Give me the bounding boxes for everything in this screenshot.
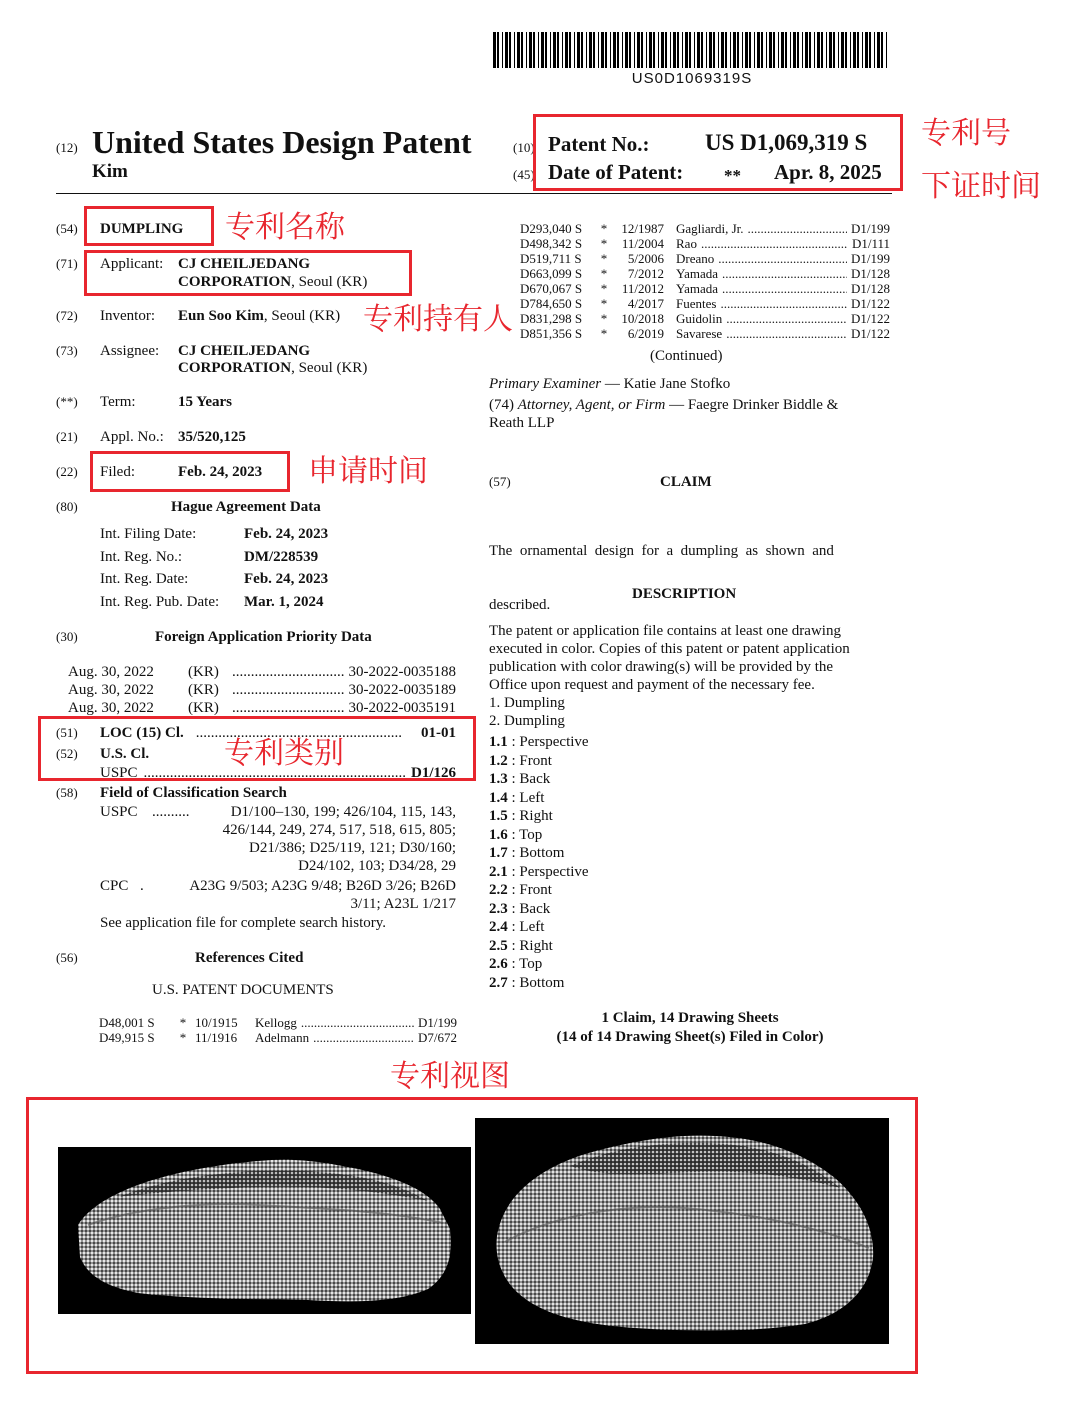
view-item: 1.6 : Top <box>489 826 543 843</box>
barcode-bar <box>617 32 619 68</box>
barcode-bar <box>649 32 652 68</box>
code-57: (57) <box>489 474 511 489</box>
barcode-bar <box>785 32 787 68</box>
code-56: (56) <box>56 950 78 965</box>
code-12: (12) <box>56 140 78 155</box>
barcode-bar <box>521 32 523 68</box>
term-value: 15 Years <box>178 394 233 410</box>
inventor-short: Kim <box>92 161 128 182</box>
barcode-bar <box>541 32 544 68</box>
barcode-bar <box>553 32 556 68</box>
barcode-bar <box>790 32 791 68</box>
reference-row: D519,711 S * 5/2006 Dreano ..... D1/199 <box>520 251 890 266</box>
foreign-list <box>68 663 456 717</box>
foreign-row: Aug. 30, 2022 (KR) ..... 30-2022-0035188 <box>68 663 456 681</box>
reference-row: D670,067 S * 11/2012 Yamada ..... D1/128 <box>520 281 890 296</box>
barcode-bar <box>733 32 736 68</box>
barcode-bar <box>625 32 628 68</box>
barcode-bar <box>673 32 676 68</box>
hague-row: Int. Reg. No.: DM/228539 <box>100 548 319 565</box>
barcode-bar <box>589 32 592 68</box>
right-refs-list <box>520 221 890 341</box>
annotation-issue-date: 下证时间 <box>921 169 1041 204</box>
barcode-bar <box>529 32 532 68</box>
assignee-label: Assignee: <box>100 343 160 359</box>
annotation-holder: 专利持有人 <box>363 302 513 337</box>
code-72: (72) <box>56 308 78 323</box>
barcode-bar <box>637 32 640 68</box>
barcode-bar <box>661 32 664 68</box>
applicant-highlight <box>84 250 412 296</box>
us-cl-label: U.S. Cl. <box>100 746 150 762</box>
description-text: The patent or application file contains at least one drawing executed in color. Copies of this patent or patent application publication with color drawing(s) will be provided by the Office upon request and payment of the necessary fee. 1. Dumpling 2. Dumpling <box>489 623 850 729</box>
hague-list <box>100 525 460 615</box>
code-80: (80) <box>56 499 78 514</box>
code-58: (58) <box>56 785 78 800</box>
barcode-bar <box>857 32 859 68</box>
document-title: United States Design Patent <box>92 124 472 160</box>
barcode-bar <box>781 32 784 68</box>
refs-title: References Cited <box>195 950 304 966</box>
reference-row: D498,342 S * 11/2004 Rao ..... D1/111 <box>520 236 890 251</box>
barcode-bar <box>493 32 496 68</box>
attorney: (74) Attorney, Agent, or Firm — Faegre Drinker Biddle & Reath LLP <box>489 397 839 431</box>
field-cpc-label: CPC <box>100 878 129 894</box>
barcode-bar <box>569 32 571 68</box>
assignee-name-line2: CORPORATION <box>178 360 292 376</box>
barcode-bar <box>853 32 856 68</box>
code-21: (21) <box>56 429 78 444</box>
summary-line1: 1 Claim, 14 Drawing Sheets <box>601 1010 779 1026</box>
barcode-bar <box>778 32 779 68</box>
view-item: 1.4 : Left <box>489 789 545 806</box>
inventor-name: Eun Soo Kim <box>178 308 264 324</box>
barcode-bar <box>665 32 667 68</box>
code-73: (73) <box>56 343 78 358</box>
applicant-label: Applicant: <box>100 256 164 272</box>
barcode-bar <box>550 32 551 68</box>
assignee-location: , Seoul (KR) <box>291 360 368 376</box>
title-highlight <box>84 206 214 246</box>
barcode-bar <box>745 32 748 68</box>
view-item: 2.1 : Perspective <box>489 863 589 880</box>
foreign-row: Aug. 30, 2022 (KR) ..... 30-2022-0035189 <box>68 681 456 699</box>
view-item: 2.2 : Front <box>489 882 552 898</box>
code-71: (71) <box>56 256 78 271</box>
barcode-bar <box>737 32 739 68</box>
barcode-bar <box>574 32 575 68</box>
barcode-bar <box>886 32 887 68</box>
barcode-bar <box>761 32 763 68</box>
view-item: 1.1 : Perspective <box>489 734 589 750</box>
barcode-bar <box>689 32 691 68</box>
patent-date: Apr. 8, 2025 <box>774 160 882 184</box>
patent-number: US D1,069,319 S <box>705 130 868 155</box>
reference-row: D831,298 S * 10/2018 Guidolin ..... D1/122 <box>520 311 890 326</box>
barcode-bar <box>754 32 755 68</box>
barcode-bar <box>718 32 719 68</box>
code-22: (22) <box>56 464 78 479</box>
barcode-bar <box>845 32 847 68</box>
claim-text: The ornamental design for a dumpling as shown and described. <box>489 543 834 613</box>
barcode-bar <box>821 32 823 68</box>
examiner: Primary Examiner — Katie Jane Stofko <box>489 376 731 392</box>
dumpling-front-view-1 <box>58 1147 471 1314</box>
barcode-bar <box>713 32 715 68</box>
field-uspc-label: USPC <box>100 804 138 820</box>
applicant-location: , Seoul (KR) <box>291 274 368 290</box>
barcode-bar <box>581 32 583 68</box>
view-item: 2.5 : Right <box>489 937 553 954</box>
hague-row: Int. Reg. Date: Feb. 24, 2023 <box>100 571 329 587</box>
description-title: DESCRIPTION <box>632 586 737 602</box>
patent-no-label: Patent No.: <box>548 132 650 156</box>
barcode-bar <box>814 32 815 68</box>
views-list <box>489 733 789 992</box>
barcode-bar <box>826 32 827 68</box>
barcode-bar <box>514 32 515 68</box>
view-item: 2.3 : Back <box>489 900 551 917</box>
barcode-bar <box>682 32 683 68</box>
foreign-row: Aug. 30, 2022 (KR) ..... 30-2022-0035191 <box>68 699 456 717</box>
refs-continued: (Continued) <box>650 348 723 364</box>
reference-row: D851,356 S * 6/2019 Savarese ..... D1/122 <box>520 326 890 341</box>
barcode-bar <box>797 32 799 68</box>
barcode-bar <box>685 32 688 68</box>
patent-number-highlight <box>533 114 903 191</box>
inventor-location: , Seoul (KR) <box>263 308 341 324</box>
appl-no-value: 35/520,125 <box>178 429 246 445</box>
barcode-bar <box>697 32 700 68</box>
barcode-bars <box>493 32 891 68</box>
barcode-bar <box>869 32 871 68</box>
barcode-bar <box>749 32 751 68</box>
barcode-bar <box>646 32 647 68</box>
hague-title: Hague Agreement Data <box>171 499 321 515</box>
annotation-category: 专利类别 <box>224 736 344 771</box>
barcode-bar <box>670 32 671 68</box>
assignee-name-line1: CJ CHEILJEDANG <box>178 343 311 359</box>
barcode-bar <box>766 32 767 68</box>
left-refs-list <box>99 1015 457 1045</box>
barcode-bar <box>829 32 832 68</box>
barcode-bar <box>610 32 611 68</box>
barcode-bar <box>505 32 508 68</box>
barcode-bar <box>725 32 727 68</box>
hague-row: Int. Reg. Pub. Date: Mar. 1, 2024 <box>100 593 324 610</box>
view-item: 2.6 : Top <box>489 956 543 972</box>
summary-line2: (14 of 14 Drawing Sheet(s) Filed in Color) <box>556 1029 824 1045</box>
loc-class: LOC (15) Cl. ..... 01-01 <box>100 724 456 742</box>
barcode-bar <box>694 32 695 68</box>
barcode-bar <box>865 32 868 68</box>
barcode-bar <box>565 32 568 68</box>
date-label: Date of Patent: <box>548 160 684 184</box>
claim-title: CLAIM <box>660 474 712 490</box>
barcode-bar <box>742 32 743 68</box>
annotation-patent-number: 专利号 <box>921 116 1011 151</box>
barcode-bar <box>833 32 835 68</box>
header-divider <box>56 193 892 194</box>
field-title: Field of Classification Search <box>100 785 287 801</box>
applicant-name-line1: CJ CHEILJEDANG <box>178 256 311 272</box>
field-uspc-dots: .......... <box>152 804 190 820</box>
barcode-bar <box>677 32 679 68</box>
field-cpc-lines: A23G 9/503; A23G 9/48; B26D 3/26; B26D 3/11; A23L 1/217 <box>189 878 456 912</box>
barcode-bar <box>613 32 616 68</box>
code-10: (10) <box>513 140 535 155</box>
barcode-bar <box>502 32 503 68</box>
barcode-bar <box>538 32 539 68</box>
hague-row: Int. Filing Date: Feb. 24, 2023 <box>100 526 329 542</box>
barcode-bar <box>757 32 760 68</box>
code-54: (54) <box>56 221 78 236</box>
us-docs-title: U.S. PATENT DOCUMENTS <box>152 982 334 998</box>
view-item: 1.7 : Bottom <box>489 845 565 861</box>
barcode-bar <box>509 32 511 68</box>
dumpling-perspective-view-2 <box>475 1118 889 1344</box>
filed-highlight <box>90 451 290 492</box>
inventor-value <box>178 307 340 325</box>
reference-row: D663,099 S * 7/2012 Yamada ..... D1/128 <box>520 266 890 281</box>
barcode-bar <box>701 32 703 68</box>
barcode-bar <box>622 32 623 68</box>
barcode-bar <box>562 32 563 68</box>
barcode-bar <box>877 32 880 68</box>
barcode-bar <box>862 32 863 68</box>
field-uspc-lines: D1/100–130, 199; 426/104, 115, 143, 426/144, 249, 274, 517, 518, 615, 805; D21/386; D25/119, 121; D30/160; D24/102, 103; D34/28, 29 <box>222 804 456 874</box>
code-51: (51) <box>56 725 78 740</box>
term-label: Term: <box>100 394 136 410</box>
barcode-bar <box>838 32 839 68</box>
barcode-bar <box>850 32 851 68</box>
barcode-bar <box>874 32 875 68</box>
barcode-bar <box>577 32 580 68</box>
barcode-number: US0D1069319S <box>631 70 753 87</box>
field-note: See application file for complete search history. <box>100 915 387 931</box>
date-stars: ** <box>724 166 741 185</box>
barcode-bar <box>598 32 599 68</box>
annotation-filed: 申请时间 <box>308 454 428 489</box>
barcode-bar <box>709 32 712 68</box>
barcode-bar <box>805 32 808 68</box>
view-item: 1.2 : Front <box>489 752 552 769</box>
barcode-bar <box>817 32 820 68</box>
barcode-bar <box>629 32 631 68</box>
barcode-bar <box>730 32 731 68</box>
code-52: (52) <box>56 746 78 761</box>
barcode-bar <box>605 32 607 68</box>
barcode-bar <box>658 32 659 68</box>
code-term: (**) <box>56 394 78 409</box>
reference-row: D49,915 S * 11/1916 Adelmann ..... D7/672 <box>99 1030 457 1045</box>
barcode-bar <box>706 32 707 68</box>
barcode-bar <box>841 32 844 68</box>
barcode-bar <box>769 32 772 68</box>
barcode-bar <box>517 32 520 68</box>
annotation-name: 专利名称 <box>225 210 345 245</box>
barcode-bar <box>721 32 724 68</box>
barcode-bar <box>533 32 535 68</box>
barcode-bar <box>634 32 635 68</box>
barcode-bar <box>593 32 595 68</box>
appl-no-label: Appl. No.: <box>100 429 164 445</box>
barcode-bar <box>881 32 883 68</box>
dumpling-drawing-1 <box>58 1147 471 1314</box>
filed-label: Filed: <box>100 464 136 480</box>
reference-row: D784,650 S * 4/2017 Fuentes ..... D1/122 <box>520 296 890 311</box>
barcode-bar <box>641 32 643 68</box>
view-item: 2.7 : Bottom <box>489 974 565 991</box>
annotation-views: 专利视图 <box>390 1059 510 1094</box>
barcode-bar <box>793 32 796 68</box>
view-item: 2.4 : Left <box>489 919 545 935</box>
foreign-title: Foreign Application Priority Data <box>155 629 372 645</box>
barcode-bar <box>526 32 527 68</box>
patent-title: DUMPLING <box>100 221 184 237</box>
code-30: (30) <box>56 629 78 644</box>
applicant-name-line2: CORPORATION <box>178 274 292 290</box>
field-cpc-dot: . <box>140 878 144 894</box>
barcode-bar <box>601 32 604 68</box>
filed-value: Feb. 24, 2023 <box>178 464 263 480</box>
barcode-bar <box>809 32 811 68</box>
dumpling-drawing-2 <box>475 1118 889 1344</box>
barcode-bar <box>557 32 559 68</box>
barcode-bar <box>586 32 587 68</box>
uspc-class: USPC ..... D1/126 <box>100 764 456 782</box>
assignee-line2 <box>178 359 367 377</box>
view-item: 1.5 : Right <box>489 808 553 824</box>
code-45: (45) <box>513 167 535 182</box>
barcode-bar <box>773 32 775 68</box>
reference-row: D48,001 S * 10/1915 Kellogg ..... D1/199 <box>99 1015 457 1030</box>
view-item: 1.3 : Back <box>489 771 551 787</box>
barcode-bar <box>497 32 499 68</box>
barcode-bar <box>545 32 547 68</box>
reference-row: D293,040 S * 12/1987 Gagliardi, Jr. ..... D1/199 <box>520 221 890 236</box>
barcode-bar <box>802 32 803 68</box>
inventor-label: Inventor: <box>100 308 155 324</box>
barcode <box>493 32 891 87</box>
barcode-bar <box>653 32 655 68</box>
